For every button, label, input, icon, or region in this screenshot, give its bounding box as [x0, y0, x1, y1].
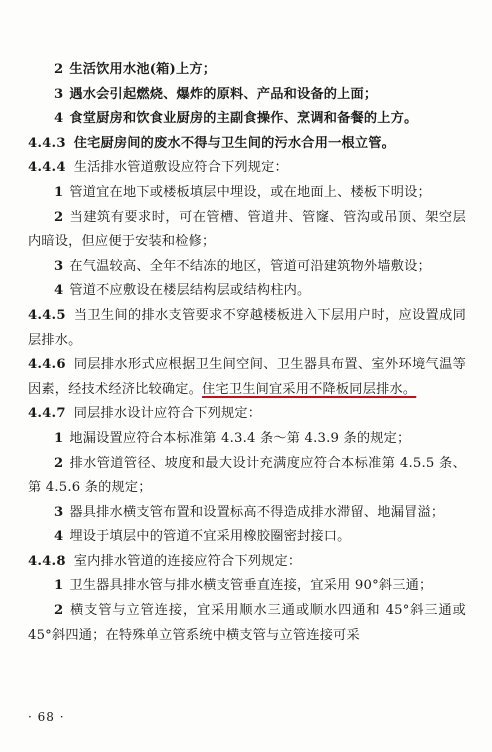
item-text: 食堂厨房和饮食业厨房的主副食操作、烹调和备餐的上方。: [69, 111, 418, 127]
item-text: 遇水会引起燃烧、爆炸的原料、产品和设备的上面；: [69, 86, 378, 102]
item-number: 1: [54, 578, 64, 594]
list-item: [28, 83, 466, 108]
clause-4-4-5: [28, 304, 466, 353]
clause-text: 当卫生间的排水支管要求不穿越楼板进入下层用户时，应设置成同层排水。: [28, 307, 466, 348]
item-number: 1: [54, 184, 64, 200]
clause-4-4-4: [28, 156, 466, 181]
item-text: 管道不应敷设在楼层结构层或结构柱内。: [69, 283, 311, 299]
list-item: [28, 599, 466, 648]
clause-4-4-8: [28, 550, 466, 575]
item-text: 器具排水横支管布置和设置标高不得造成排水滞留、地漏冒溢；: [69, 504, 445, 520]
list-item: [28, 279, 466, 304]
clause-4-4-7: [28, 402, 466, 427]
item-number: 2: [54, 209, 64, 225]
clause-number: 4.4.4: [28, 160, 66, 176]
item-text: 排水管道管径、坡度和最大设计充满度应符合本标准第 4.5.5 条、第 4.5.6 条的规定；: [28, 455, 466, 496]
item-number: 3: [54, 86, 64, 102]
list-item: [28, 58, 466, 83]
item-number: 4: [54, 283, 64, 299]
list-item: [28, 427, 466, 452]
clause-intro: 生活排水管道敷设应符合下列规定：: [73, 160, 288, 176]
highlighted-text: 住宅卫生间宜采用不降板同层排水。: [202, 381, 417, 397]
clause-number: 4.4.5: [28, 307, 66, 323]
item-text: 生活饮用水池(箱)上方；: [69, 62, 217, 77]
list-item: [28, 206, 466, 255]
clause-4-4-6: [28, 353, 466, 402]
item-number: 3: [54, 258, 64, 274]
clause-number: 4.4.8: [28, 553, 66, 569]
list-item: [28, 255, 466, 280]
item-number: 2: [54, 455, 64, 471]
item-number: 1: [54, 430, 64, 446]
list-item: [28, 525, 466, 550]
item-text: 地漏设置应符合本标准第 4.3.4 条～第 4.3.9 条的规定；: [69, 430, 411, 446]
standard-text-body: [28, 58, 466, 648]
item-text: 横支管与立管连接，宜采用顺水三通或顺水四通和 45°斜三通或 45°斜四通；在特殊单立管系统中横支管与立管连接可采: [28, 603, 466, 643]
list-item: [28, 181, 466, 206]
page-number: · 68 ·: [28, 710, 65, 724]
item-text: 在气温较高、全年不结冻的地区，管道可沿建筑物外墙敷设；: [69, 258, 431, 274]
clause-text: 住宅厨房间的废水不得与卫生间的污水合用一根立管。: [73, 135, 396, 151]
clause-number: 4.4.3: [28, 135, 66, 151]
clause-intro: 同层排水设计应符合下列规定：: [73, 406, 262, 422]
list-item: [28, 501, 466, 526]
item-number: 4: [54, 111, 64, 127]
item-text: 卫生器具排水管与排水横支管垂直连接，宜采用 90°斜三通；: [69, 578, 433, 594]
clause-text: 同层排水形式应根据卫生间空间、卫生器具布置、室外环境气温等因素，经技术经济比较确定。: [28, 357, 466, 397]
clause-4-4-3: [28, 132, 466, 157]
item-text: 管道宜在地下或楼板填层中埋设，或在地面上、楼板下明设；: [69, 184, 431, 200]
item-number: 3: [54, 504, 64, 520]
list-item: [28, 452, 466, 501]
item-number: 2: [54, 62, 64, 77]
item-text: 当建筑有要求时，可在管槽、管道井、管窿、管沟或吊顶、架空层内暗设，但应便于安装和检修；: [28, 209, 466, 250]
item-number: 4: [54, 529, 64, 545]
item-number: 2: [54, 603, 64, 619]
list-item: [28, 107, 466, 132]
clause-intro: 室内排水管道的连接应符合下列规定：: [73, 553, 302, 569]
clause-number: 4.4.7: [28, 406, 66, 422]
list-item: [28, 574, 466, 599]
clause-number: 4.4.6: [28, 357, 66, 373]
item-text: 埋设于填层中的管道不宜采用橡胶圈密封接口。: [69, 529, 351, 545]
